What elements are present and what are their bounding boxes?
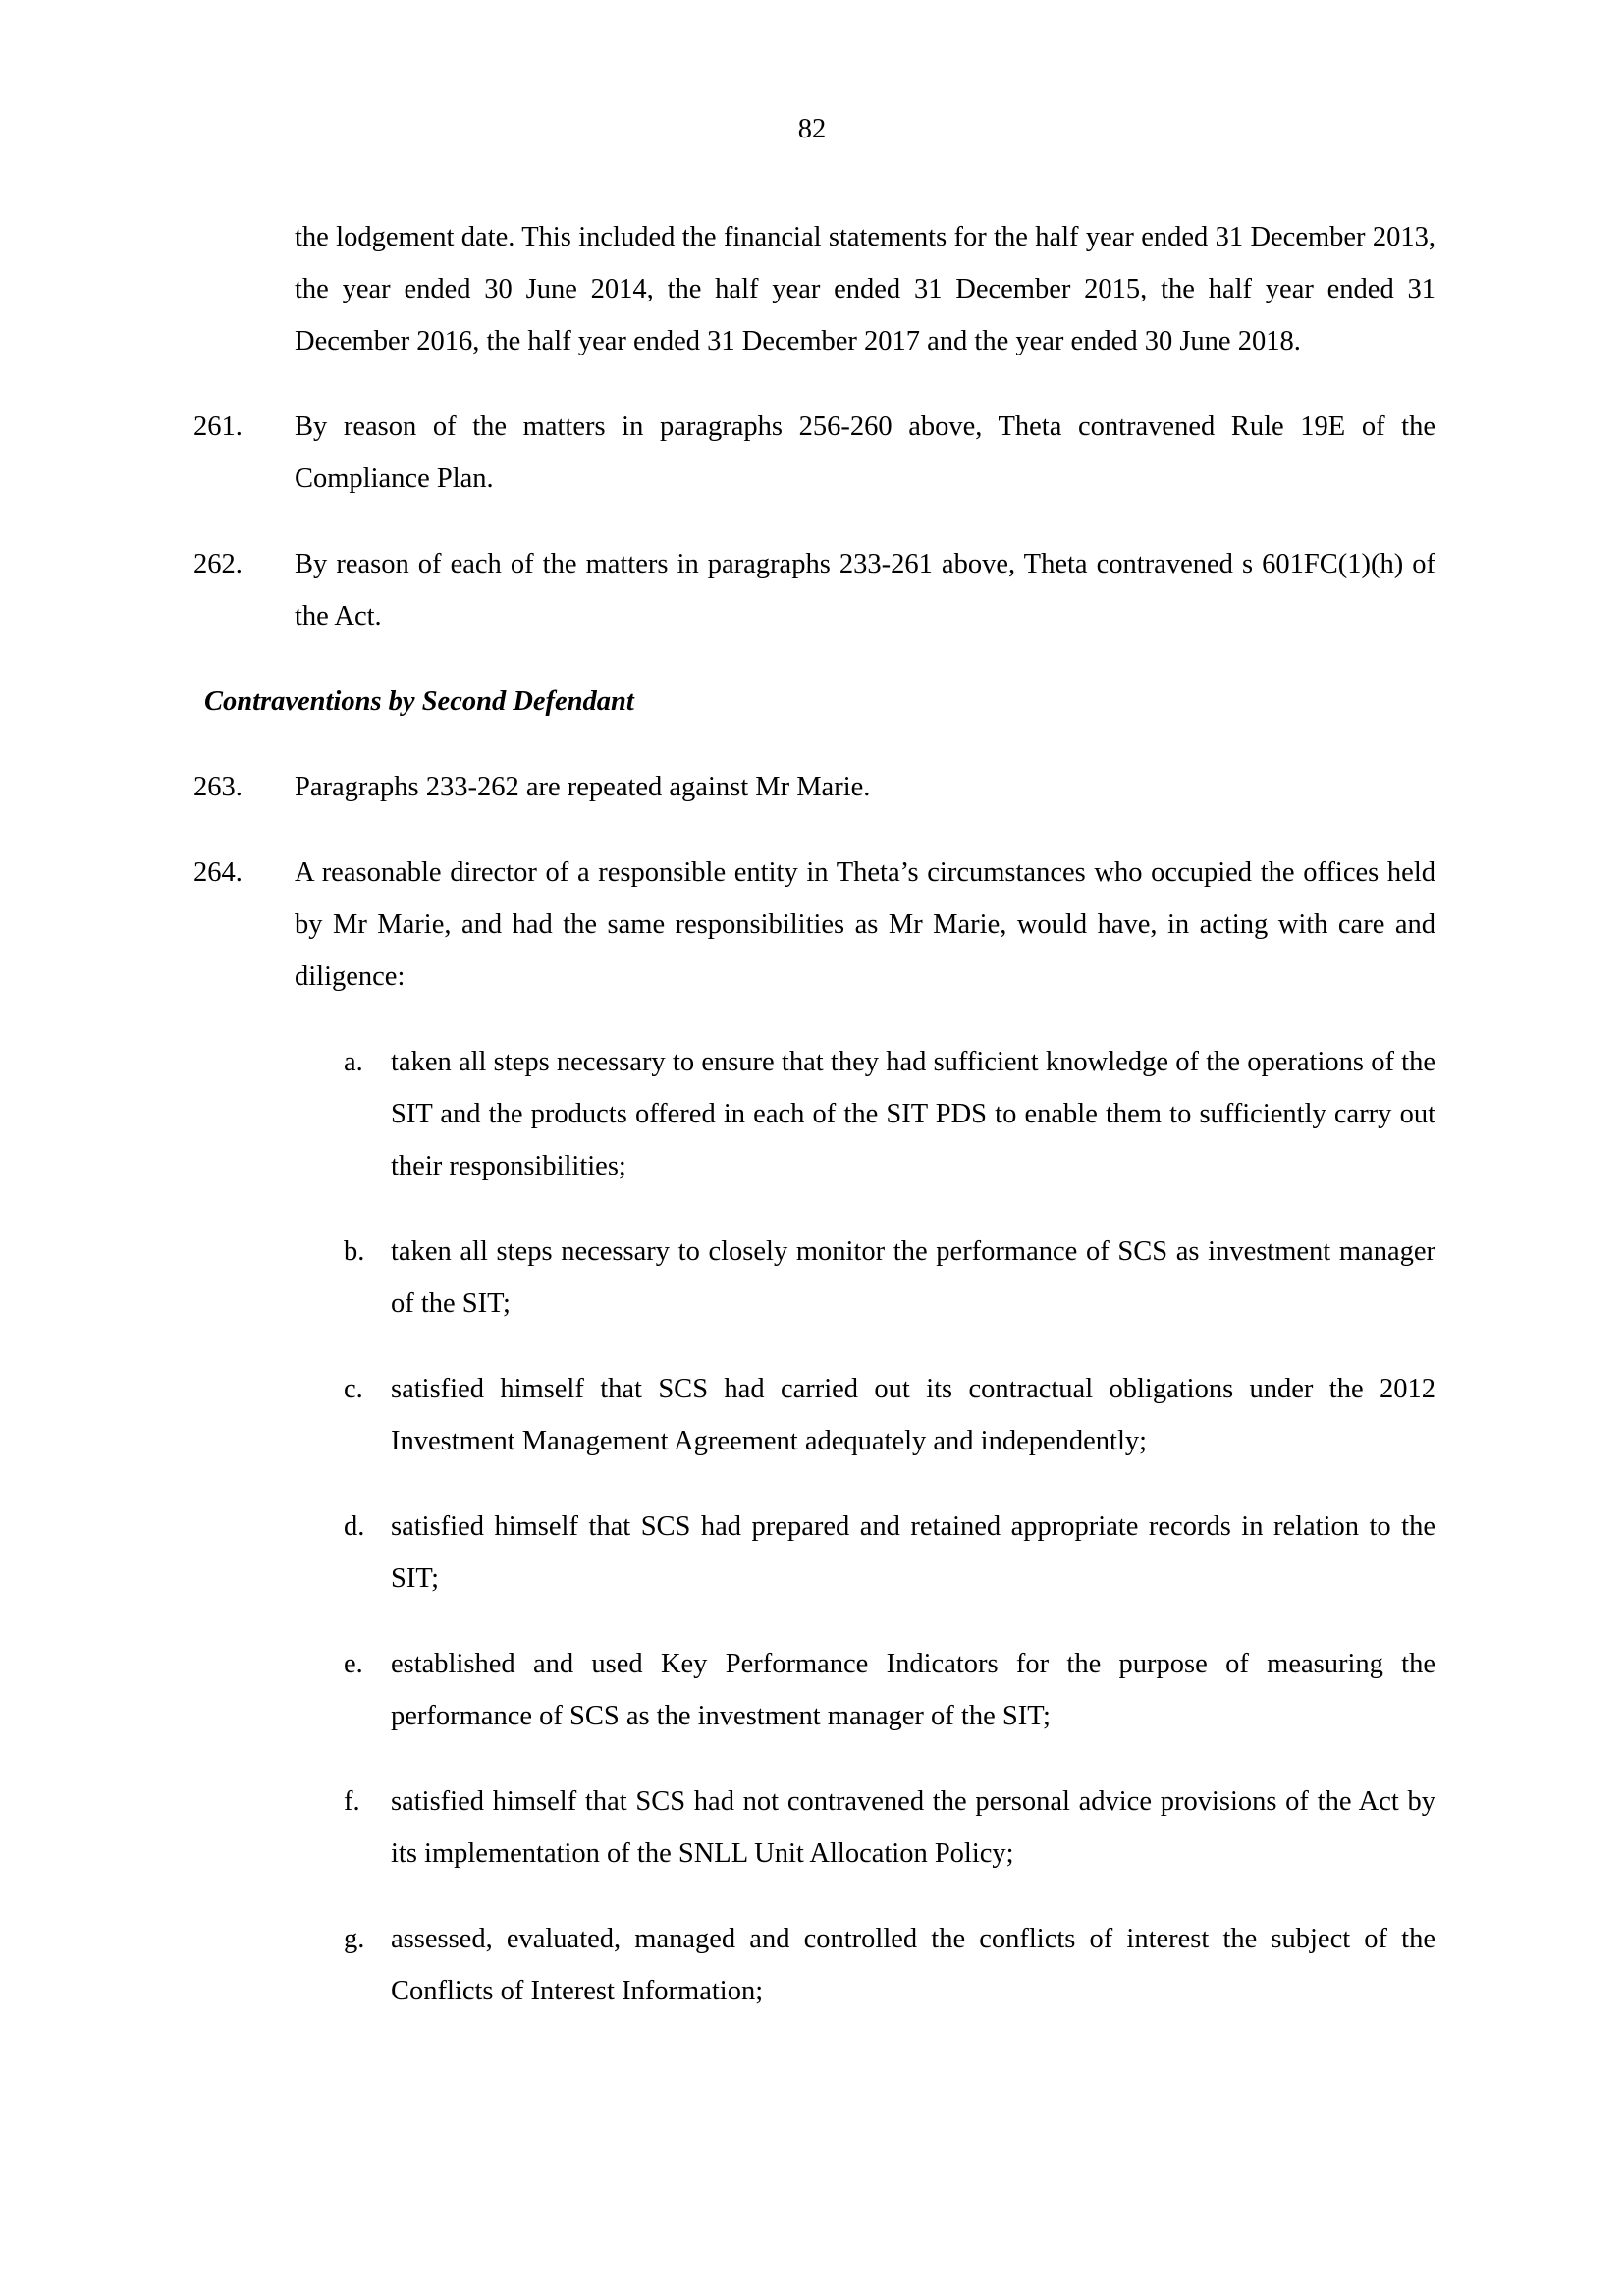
page-number: 82 — [797, 114, 827, 144]
list-item-letter: d. — [344, 1511, 365, 1542]
paragraph-number: 264. — [193, 857, 243, 888]
list-item-text: assessed, evaluated, managed and controlled the conflicts of interest the subject of the Conflicts of Interest Information; — [391, 1924, 1435, 2006]
list-item-text: satisfied himself that SCS had prepared and retained appropriate records in relation to the SIT; — [391, 1511, 1435, 1594]
list-item-text: satisfied himself that SCS had not contravened the personal advice provisions of the Act by its implementation of the SNLL Unit Allocation Policy; — [391, 1786, 1435, 1869]
list-item-letter: c. — [344, 1374, 363, 1404]
list-item-letter: b. — [344, 1236, 365, 1267]
continuation-text: the lodgement date. This included the financial statements for the half year ended 31 December 2013, the year ended 30 June 2014, the half year ended 31 December 2015, the half year ended 31 December 2016, the half year ended 31 December 2017 and the year ended 30 June 2018. — [295, 222, 1435, 356]
list-item-letter: f. — [344, 1786, 360, 1817]
list-item-text: taken all steps necessary to closely monitor the performance of SCS as investment manager of the SIT; — [391, 1236, 1435, 1319]
paragraph-text: By reason of the matters in paragraphs 256-260 above, Theta contravened Rule 19E of the Compliance Plan. — [295, 411, 1435, 494]
list-item-letter: a. — [344, 1047, 363, 1077]
list-item-text: taken all steps necessary to ensure that they had sufficient knowledge of the operations of the SIT and the products offered in each of the SIT PDS to enable them to sufficiently carry out their responsibilities; — [391, 1047, 1435, 1181]
list-item-letter: e. — [344, 1649, 363, 1679]
paragraph-number: 262. — [193, 549, 243, 579]
list-item-letter: g. — [344, 1924, 365, 1954]
paragraph-text: A reasonable director of a responsible entity in Theta’s circumstances who occupied the offices held by Mr Marie, and had the same responsibilities as Mr Marie, would have, in acting with care and diligence: — [295, 857, 1435, 992]
paragraph-number: 261. — [193, 411, 243, 442]
section-heading: Contraventions by Second Defendant — [204, 686, 634, 717]
paragraph-text: Paragraphs 233-262 are repeated against Mr Marie. — [295, 772, 871, 802]
list-item-text: established and used Key Performance Indicators for the purpose of measuring the performance of SCS as the investment manager of the SIT; — [391, 1649, 1435, 1731]
paragraph-number: 263. — [193, 772, 243, 802]
list-item-text: satisfied himself that SCS had carried out its contractual obligations under the 2012 Investment Management Agreement adequately and independently; — [391, 1374, 1435, 1456]
paragraph-text: By reason of each of the matters in paragraphs 233-261 above, Theta contravened s 601FC(1)(h) of the Act. — [295, 549, 1435, 631]
